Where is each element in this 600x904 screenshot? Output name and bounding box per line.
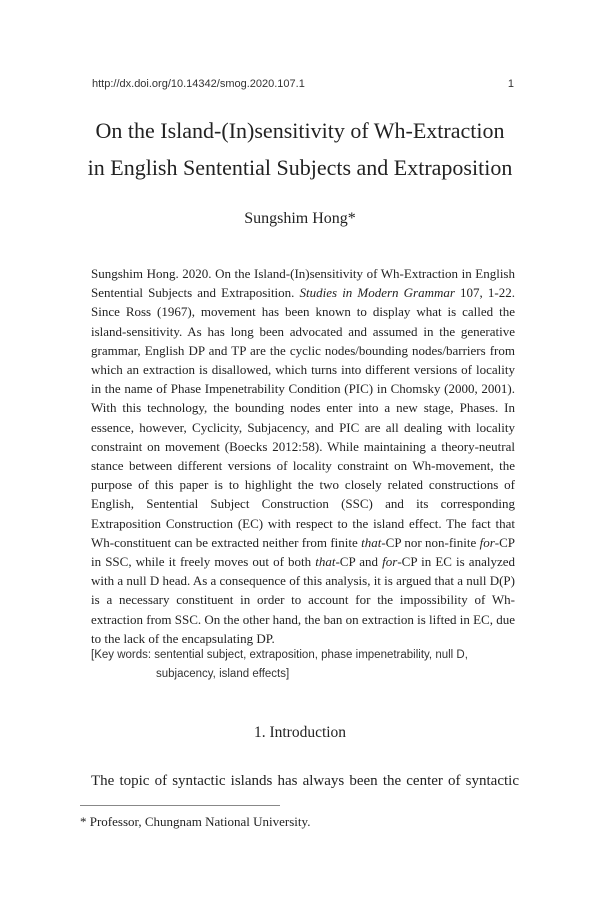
abstract-text-2: -CP nor non-finite — [381, 534, 480, 550]
keywords-line-1: [Key words: sentential subject, extraposition, phase impenetrability, null D, — [91, 649, 468, 661]
term-that: that — [361, 534, 382, 550]
abstract-text-3: -CP in SSC, while it freely moves out of both — [91, 534, 515, 570]
abstract-text-4: -CP and — [335, 554, 383, 570]
abstract-text-5: -CP in EC is analyzed with a null D head. As a consequence of this analysis, it is argued that a null D(P) is a necessary constituent in order to account for the impossibility of Wh-extraction from SSC. On the other hand, the ban on extraction is lifted in EC, due to the lack of the encapsulating DP. — [91, 554, 515, 646]
section-heading: 1. Introduction — [253, 724, 347, 741]
term-for: for — [479, 534, 495, 550]
abstract-citation: Sungshim Hong. 2020. On the Island-(In)sensitivity of Wh-Extraction in English Sentential Subjects and Extraposition. — [91, 266, 515, 301]
keywords-line-2: subjacency, island effects] — [156, 668, 290, 680]
title-line-1: On the Island-(In)sensitivity of Wh-Extraction — [95, 118, 505, 143]
journal-name: Studies in Modern Grammar — [299, 285, 455, 301]
abstract — [91, 264, 515, 648]
term-for: for — [382, 554, 398, 570]
footnote: * Professor, Chungnam National University. — [80, 814, 311, 829]
author-name: Sungshim Hong* — [244, 210, 356, 227]
footnote-divider — [80, 805, 280, 806]
doi-link[interactable]: http://dx.doi.org/10.14342/smog.2020.107.1 — [92, 78, 305, 90]
paper-title — [60, 112, 540, 186]
title-line-2: in English Sentential Subjects and Extraposition — [87, 155, 513, 180]
body-text: The topic of syntactic islands has always been the center of syntactic — [91, 773, 519, 789]
abstract-text-1: 107, 1-22. Since Ross (1967), movement has been known to display what is called the island-sensitivity. As has long been advocated and assumed in the generative grammar, English DP and TP are the cyclic nodes/bounding nodes/barriers from which an extraction is disallowed, which turns into different versions of locality in the name of Phase Impenetrability Condition (PIC) in Chomsky (2000, 2001). With this technology, the bounding nodes enter into a new stage, Phases. In essence, however, Cyclicity, Subjacency, and PIC are all dealing with locality constraint on movement (Boecks 2012:58). While maintaining a theory-neutral stance between different versions of locality constraint on Wh-movement, the purpose of this paper is to highlight the two closely related constructions of English, Sentential Subject Construction (SSC) and its corresponding Extraposition Construction (EC) with respect to the island effect. The fact that Wh-constituent can be extracted neither from finite — [91, 285, 515, 550]
term-that: that — [315, 554, 336, 570]
page-number: 1 — [507, 78, 514, 90]
keywords — [91, 646, 521, 684]
